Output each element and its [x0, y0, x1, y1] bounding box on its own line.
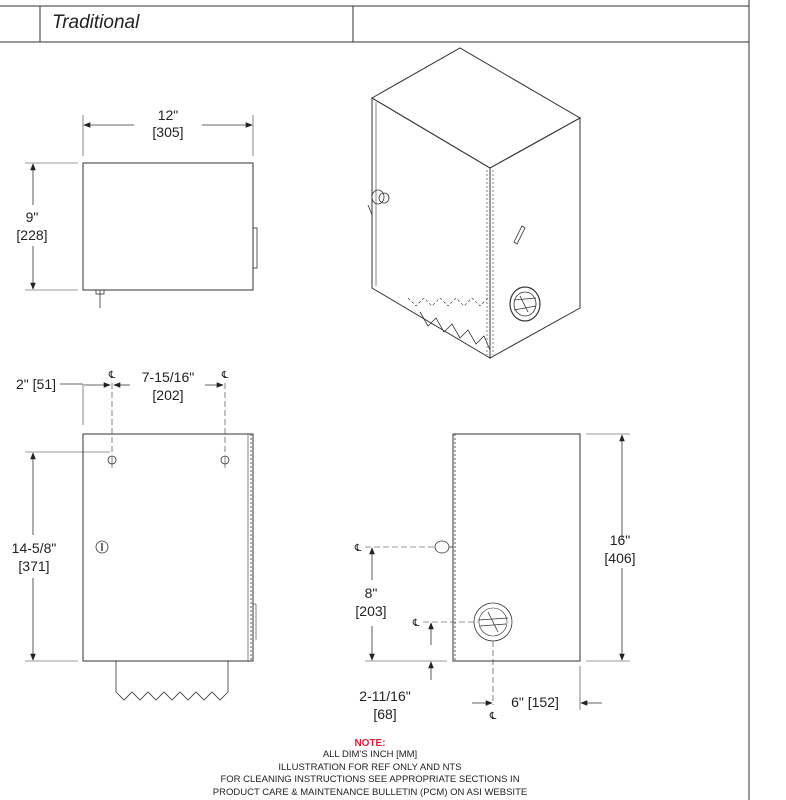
note-line: FOR CLEANING INSTRUCTIONS SEE APPROPRIATE SECTIONS IN — [220, 774, 520, 785]
side-bottom-mm: [68] — [373, 706, 397, 722]
note-line: ILLUSTRATION FOR REF ONLY AND NTS — [278, 761, 462, 773]
side-centerline-lock: ℄ — [354, 543, 362, 554]
note-line: ALL DIM'S INCH [MM] — [322, 749, 418, 760]
side-view — [365, 434, 630, 710]
front-view — [25, 383, 256, 700]
side-height-mm: [406] — [604, 550, 636, 566]
front-height-inch: 14-5/8" — [11, 540, 57, 556]
front-centerline-right: ℄ — [221, 370, 229, 381]
top-depth-mm: [228] — [16, 227, 48, 243]
notes-block — [0, 738, 740, 799]
side-lock-mm: [203] — [355, 603, 387, 619]
side-depth-dim: 6" [152] — [511, 694, 559, 710]
top-width-inch: 12" — [157, 107, 179, 123]
front-spacing-inch: 7-15/16" — [141, 369, 195, 385]
header — [0, 0, 786, 43]
front-offset-dim: 2" [51] — [16, 376, 56, 392]
header-title: Traditional — [52, 12, 140, 33]
top-width-mm: [305] — [152, 124, 184, 140]
top-depth-inch: 9" — [25, 209, 39, 225]
side-centerline-bottom: ℄ — [489, 711, 497, 722]
side-height-inch: 16" — [609, 532, 631, 548]
front-height-mm: [371] — [18, 558, 50, 574]
side-lock-inch: 8" — [364, 585, 378, 601]
side-centerline-knob: ℄ — [412, 618, 420, 629]
top-view — [25, 115, 257, 308]
note-line: PRODUCT CARE & MAINTENANCE BULLETIN (PCM) ON ASI WEBSITE — [212, 786, 528, 798]
front-spacing-mm: [202] — [152, 387, 184, 403]
isometric-view — [368, 48, 580, 358]
side-bottom-inch: 2-11/16" — [359, 688, 411, 704]
note-title: NOTE: — [354, 738, 386, 749]
front-centerline-left: ℄ — [108, 370, 116, 381]
